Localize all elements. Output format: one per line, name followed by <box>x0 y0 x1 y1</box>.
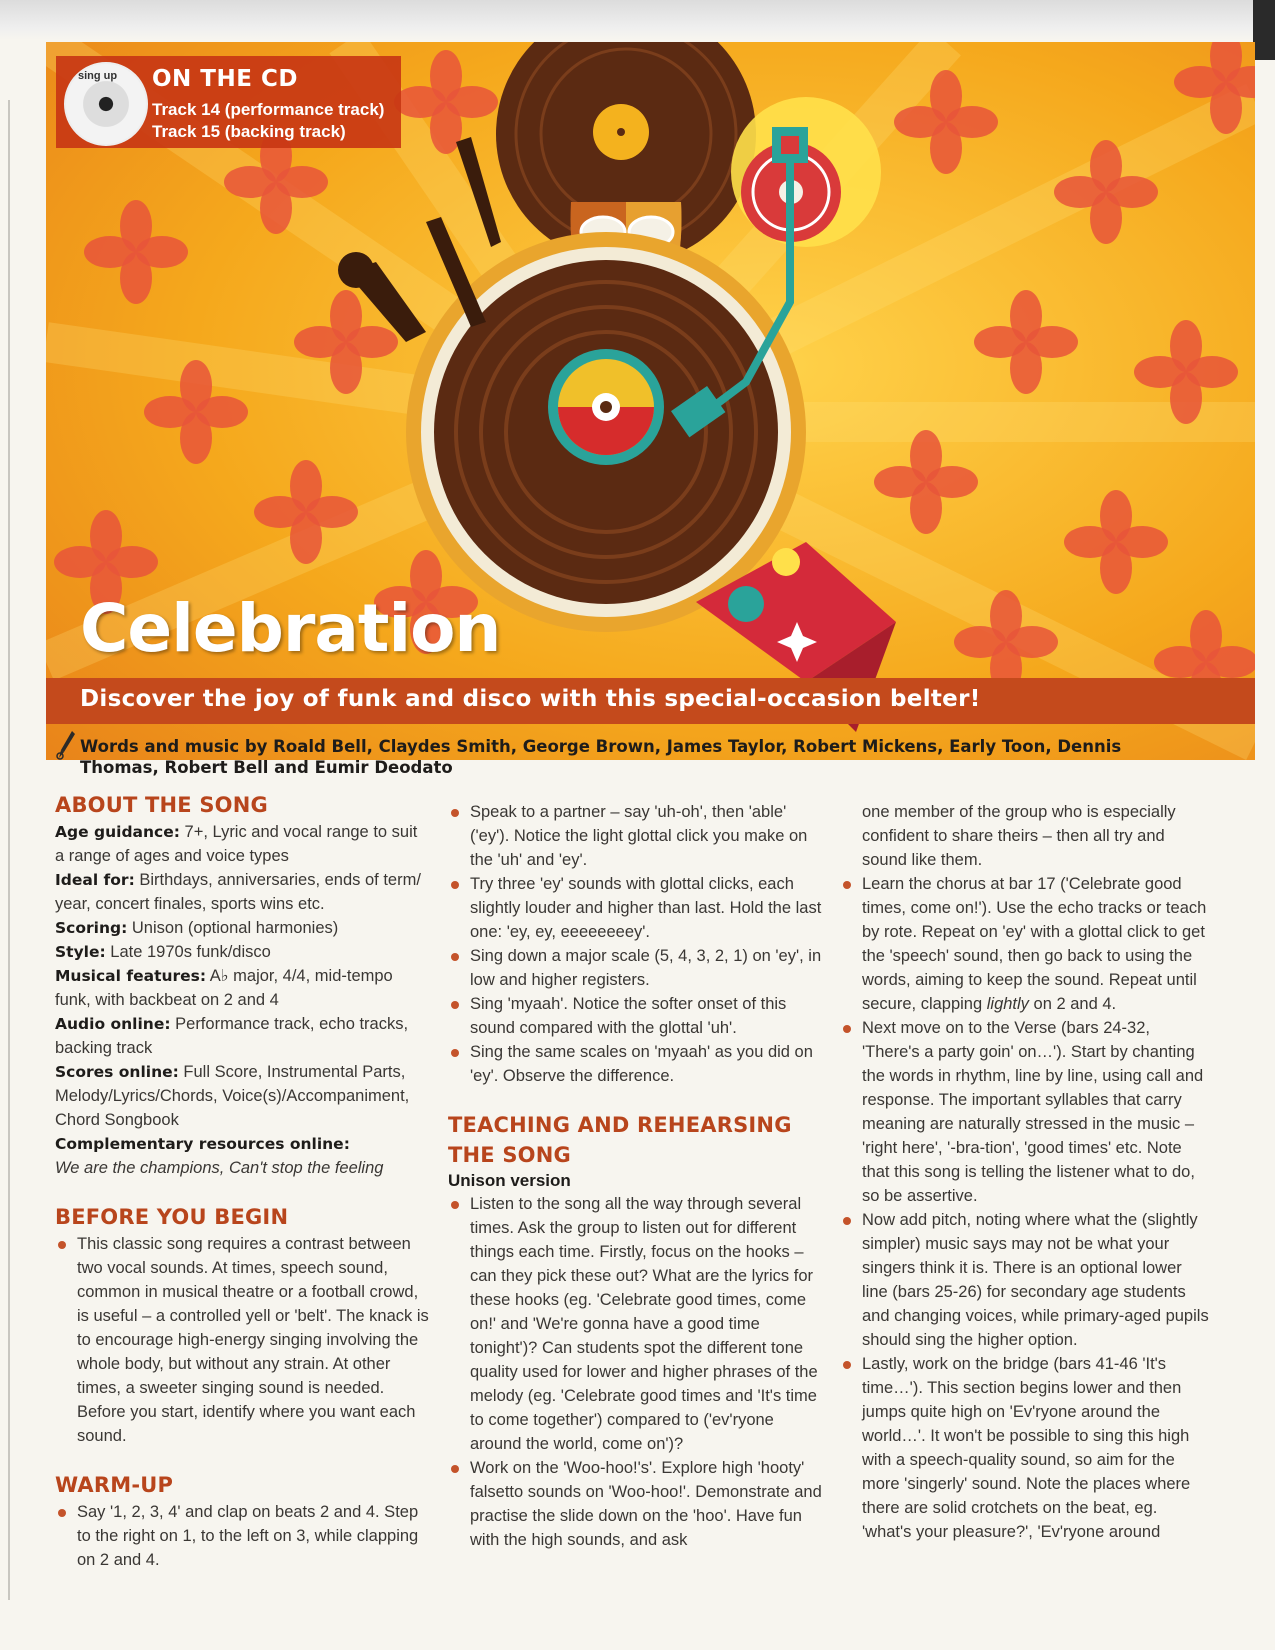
audio-label: Audio online: <box>55 1015 171 1033</box>
teaching-heading: TEACHING AND REHEARSING THE SONG <box>448 1113 792 1167</box>
list-item <box>840 872 1210 1016</box>
hero-illustration <box>46 42 1255 760</box>
style-label: Style: <box>55 943 106 961</box>
teaching-list-continued <box>840 872 1210 1544</box>
scoring-value: Unison (optional harmonies) <box>127 919 339 937</box>
age-label: Age guidance: <box>55 823 180 841</box>
before-list <box>55 1232 430 1448</box>
scores-label: Scores online: <box>55 1063 179 1081</box>
age-value: 7+, Lyric and vocal range to suit a range of ages and voice types <box>55 823 418 865</box>
ideal-value: Birthdays, anniversaries, ends of term/ year, concert finales, sports wins etc. <box>55 871 421 913</box>
quill-pen-icon <box>56 730 76 760</box>
warmup-list-continued <box>448 800 828 1088</box>
warmup-heading: WARM-UP <box>55 1473 174 1497</box>
list-item: Lastly, work on the bridge (bars 41-46 'It's time…'). This section begins lower and then jumps quite high on 'Ev'ryone around the world…'. It won't be possible to sing this high with a speech-quality sound, so aim for the more 'singerly' sound. Note the places where there are solid crotchets on the beat, eg. 'what's your pleasure?', 'Ev'ryone around <box>840 1352 1210 1544</box>
features-label: Musical features: <box>55 967 207 985</box>
complementary-value: We are the champions, Can't stop the feeling <box>55 1159 384 1177</box>
complementary-resources <box>55 1132 430 1156</box>
chorus-text: Learn the chorus at bar 17 ('Celebrate good times, come on!'). Use the echo tracks or teach by rote. Repeat on 'ey' with a glottal click to get the 'speech' sound, then go back to using the words, aiming to keep the sound. Repeat until secure, clapping <box>862 875 1207 1013</box>
column-1 <box>55 790 430 1572</box>
list-item: Work on the 'Woo-hoo!'s'. Explore high 'hooty' falsetto sounds on 'Woo-hoo!'. Demonstrate and practise the slide down on the 'hoo'. Have fun with the high sounds, and ask <box>448 1456 828 1552</box>
style-value: Late 1970s funk/disco <box>105 943 271 961</box>
about-heading: ABOUT THE SONG <box>55 793 268 817</box>
song-title: Celebration <box>80 590 501 667</box>
features-value: A♭ major, 4/4, mid-tempo funk, with backbeat on 2 and 4 <box>55 967 393 1009</box>
list-item: Now add pitch, noting where what the (slightly simpler) music says may not be what your singers think it is. There is an optional lower line (bars 25-26) for secondary age students and changing voices, while primary-aged pupils should sing the higher option. <box>840 1208 1210 1352</box>
column-3 <box>840 800 1210 1544</box>
on-the-cd-box <box>56 56 401 148</box>
chorus-text-end: on 2 and 4. <box>1028 995 1117 1013</box>
strapline-text: Discover the joy of funk and disco with this special-occasion belter! <box>80 686 981 712</box>
strapline-bar <box>46 678 1255 724</box>
teaching-list <box>448 1192 828 1552</box>
scores-value: Full Score, Instrumental Parts, Melody/Lyrics/Chords, Voice(s)/Accompaniment, Chord Songbook <box>55 1063 410 1129</box>
audio-online <box>55 1012 430 1060</box>
scoring <box>55 916 430 940</box>
cd-track-14: Track 14 (performance track) <box>152 100 385 119</box>
list-item: Sing 'myaah'. Notice the softer onset of this sound compared with the glottal 'uh'. <box>448 992 828 1040</box>
list-item: Try three 'ey' sounds with glottal clicks, each slightly louder and higher than last. Hold the last one: 'ey, ey, eeeeeeeey'. <box>448 872 828 944</box>
cd-box-title: ON THE CD <box>152 66 298 92</box>
list-item: This classic song requires a contrast between two vocal sounds. At times, speech sound, common in musical theatre or a football crowd, is useful – a controlled yell or 'belt'. The knack is to encourage high-energy singing involving the whole body, but without any strain. At other times, a sweeter singing sound is needed. Before you start, identify where you want each sound. <box>55 1232 430 1448</box>
cd-track-15: Track 15 (backing track) <box>152 122 346 141</box>
list-item: Sing the same scales on 'myaah' as you did on 'ey'. Observe the difference. <box>448 1040 828 1088</box>
column-2 <box>448 800 828 1552</box>
sing-up-logo: sing up <box>78 70 118 82</box>
list-item: Say '1, 2, 3, 4' and clap on beats 2 and 4. Step to the right on 1, to the left on 3, while clapping on 2 and 4. <box>55 1500 430 1572</box>
list-item: Speak to a partner – say 'uh-oh', then 'able' ('ey'). Notice the light glottal click you make on the 'uh' and 'ey'. <box>448 800 828 872</box>
scan-edge-corner <box>1253 0 1275 60</box>
list-item: Sing down a major scale (5, 4, 3, 2, 1) on 'ey', in low and higher registers. <box>448 944 828 992</box>
before-heading: BEFORE YOU BEGIN <box>55 1205 289 1229</box>
audio-value: Performance track, echo tracks, backing track <box>55 1015 409 1057</box>
scan-edge-left <box>8 100 10 1600</box>
song-credits: Words and music by Roald Bell, Claydes Smith, George Brown, James Taylor, Robert Mickens, Early Toon, Dennis Thomas, Robert Bell and Eumir Deodato <box>80 737 1122 777</box>
list-item: Listen to the song all the way through several times. Ask the group to listen out for different things each time. Firstly, focus on the hooks – can they pick these out? What are the lyrics for these hooks (eg. 'Celebrate good times, come on!' and 'We're gonna have a good time tonight')? Can students spot the different tone quality used for lower and higher phrases of the melody (eg. 'Celebrate good times and 'It's time to come together') compared to ('ev'ryone around the world, come on')? <box>448 1192 828 1456</box>
musical-features <box>55 964 430 1012</box>
style <box>55 940 430 964</box>
warmup-list <box>55 1500 430 1572</box>
chorus-emphasis: lightly <box>986 995 1029 1013</box>
unison-subheading: Unison version <box>448 1171 571 1190</box>
scoring-label: Scoring: <box>55 919 128 937</box>
complementary-label: Complementary resources online: <box>55 1135 350 1153</box>
scan-edge-top <box>0 0 1275 40</box>
list-item: Next move on to the Verse (bars 24-32, 'There's a party goin' on…'). Start by chanting the words in rhythm, line by line, using call and response. The important syllables that carry meaning are naturally stressed in the music – 'right here', '-bra-tion', 'good times' etc. Note that this song is telling the listener what to do, so be assertive. <box>840 1016 1210 1208</box>
ideal-label: Ideal for: <box>55 871 135 889</box>
age-guidance <box>55 820 430 868</box>
scores-online <box>55 1060 430 1132</box>
ideal-for <box>55 868 430 916</box>
teaching-item-continued: one member of the group who is especially confident to share theirs – then all try and sound like them. <box>862 803 1176 869</box>
